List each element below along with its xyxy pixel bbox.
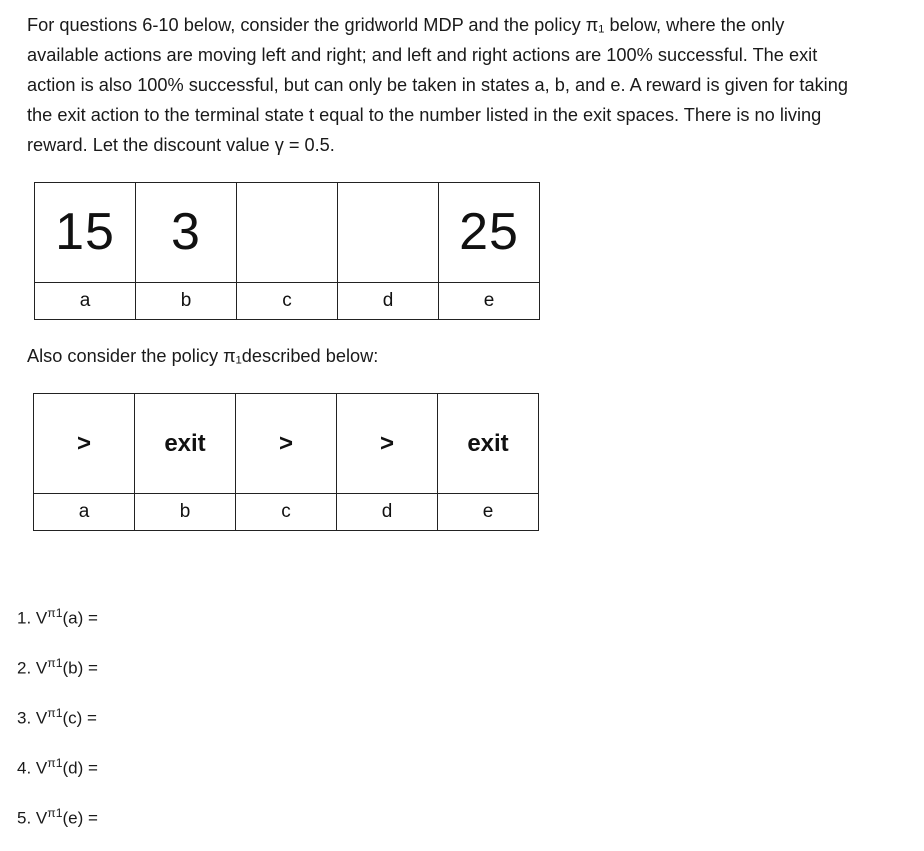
policy-superscript: π1 [47,706,63,720]
question-argument: (c) = [62,708,97,728]
value-symbol: V [35,708,48,728]
question-number: 4. [17,758,32,778]
policy-label-b: b [135,494,236,531]
value-symbol: V [35,758,48,778]
policy-label-d: d [337,494,438,531]
question-1 [17,606,98,629]
policy-action-d: > [337,394,438,494]
intro-line-5: reward. Let the discount value γ = 0.5. [27,135,335,155]
question-argument: (d) = [62,758,98,778]
question-2 [17,656,98,679]
state-label-c: c [237,283,338,320]
grid-cell-a [35,183,136,283]
policy-action-e: exit [438,394,539,494]
policy-label-c: c [236,494,337,531]
intro-line-2: available actions are moving left and right; and left and right actions are 100% successful. The exit [27,45,818,65]
policy-superscript: π1 [47,656,63,670]
grid-cell-d [338,183,439,283]
question-number: 3. [17,708,32,728]
value-symbol: V [35,808,48,828]
reward-value-a: 15 [55,202,115,261]
policy-label-a: a [34,494,135,531]
question-5 [17,806,98,829]
state-label-a: a [35,283,136,320]
problem-statement [27,10,917,160]
question-4 [17,756,98,779]
question-argument: (b) = [62,658,98,678]
question-number: 2. [17,658,32,678]
policy-action-b: exit [135,394,236,494]
policy-superscript: π1 [47,756,63,770]
policy-action-a: > [34,394,135,494]
intro-line-1: For questions 6-10 below, consider the gridworld MDP and the policy π₁ below, where the only [27,15,785,35]
state-label-e: e [439,283,540,320]
question-number: 5. [17,808,32,828]
policy-action-c: > [236,394,337,494]
question-number: 1. [17,608,32,628]
grid-cell-c [237,183,338,283]
policy-label-e: e [438,494,539,531]
reward-value-b: 3 [171,202,201,261]
reward-value-e: 25 [459,202,519,261]
policy-superscript: π1 [47,806,63,820]
state-label-d: d [338,283,439,320]
question-argument: (e) = [62,808,98,828]
grid-cell-e [439,183,540,283]
question-argument: (a) = [62,608,98,628]
reward-gridworld [34,182,540,320]
policy-intro-text: Also consider the policy π₁described below: [27,346,379,366]
policy-gridworld [33,393,539,531]
policy-superscript: π1 [47,606,63,620]
state-label-b: b [136,283,237,320]
intro-line-4: the exit action to the terminal state t equal to the number listed in the exit spaces. There is no living [27,105,822,125]
intro-line-3: action is also 100% successful, but can only be taken in states a, b, and e. A reward is given for taking [27,75,848,95]
value-symbol: V [35,658,48,678]
value-symbol: V [35,608,48,628]
question-3 [17,706,97,729]
grid-cell-b [136,183,237,283]
